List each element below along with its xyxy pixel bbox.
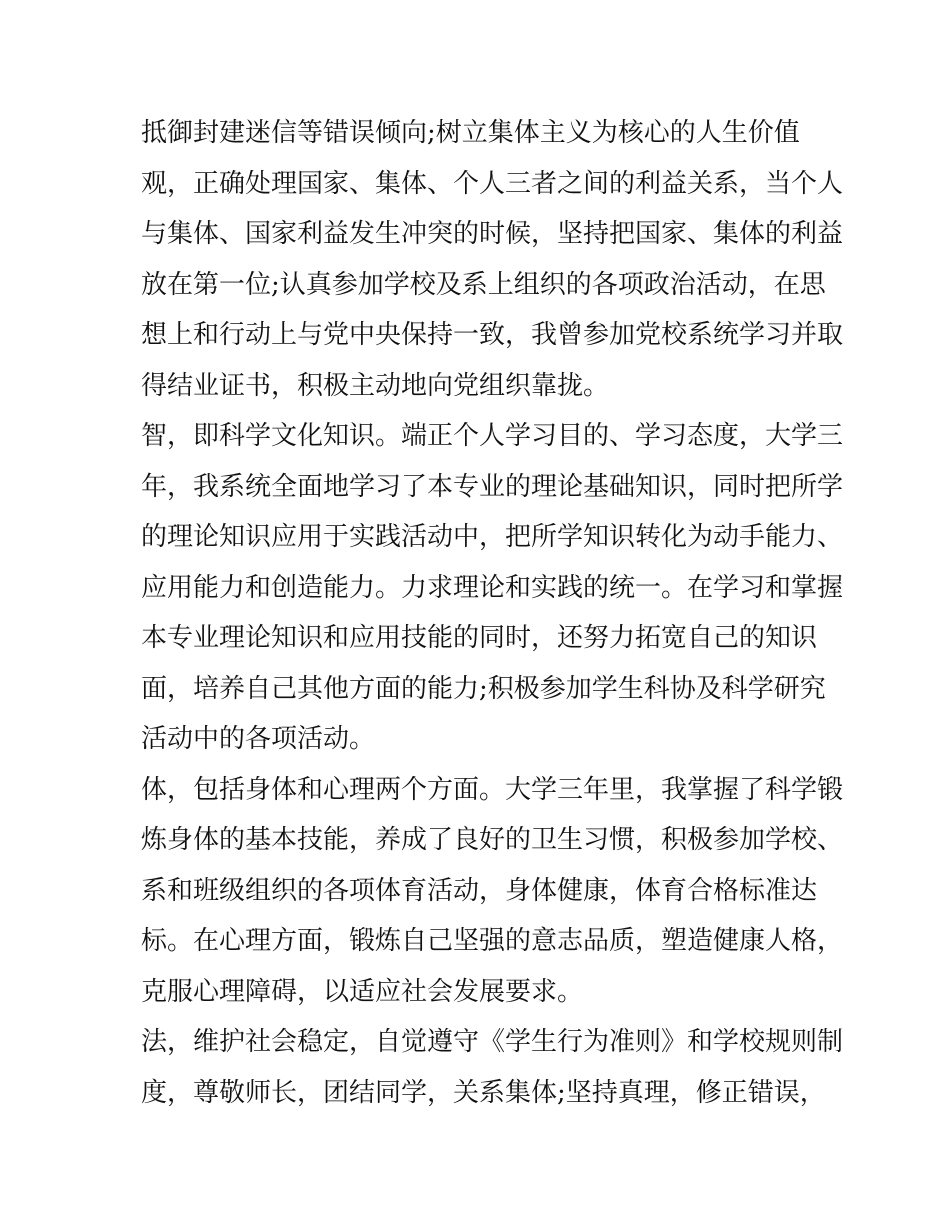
text-line: 抵御封建迷信等错误倾向;树立集体主义为核心的人生价值: [141, 118, 800, 148]
text-line: 年，我系统全面地学习了本专业的理论基础知识，同时把所学: [141, 471, 844, 502]
text-line: 观，正确处理国家、集体、个人三者之间的利益关系，当个人: [141, 168, 844, 199]
text-line: 克服心理障碍，以适应社会发展要求。: [141, 976, 584, 1007]
text-line: 放在第一位;认真参加学校及系上组织的各项政治活动，在思: [141, 269, 826, 300]
text-line: 系和班级组织的各项体育活动，身体健康，体育合格标准达: [141, 875, 818, 906]
text-line: 得结业证书，积极主动地向党组织靠拢。: [141, 370, 610, 401]
text-line: 法，维护社会稳定，自觉遵守《学生行为准则》和学校规则制: [141, 1027, 844, 1057]
text-line: 标。在心理方面，锻炼自己坚强的意志品质，塑造健康人格，: [141, 926, 844, 956]
text-line: 度，尊敬师长，团结同学，关系集体;坚持真理，修正错误，: [141, 1077, 826, 1108]
text-line: 炼身体的基本技能，养成了良好的卫生习惯，积极参加学校、: [141, 825, 844, 855]
text-line: 体，包括身体和心理两个方面。大学三年里，我掌握了科学锻: [141, 774, 844, 805]
text-line: 想上和行动上与党中央保持一致，我曾参加党校系统学习并取: [141, 320, 844, 350]
text-line: 与集体、国家利益发生冲突的时候，坚持把国家、集体的利益: [141, 219, 844, 249]
text-line: 本专业理论知识和应用技能的同时，还努力拓宽自己的知识: [141, 623, 818, 653]
text-line: 应用能力和创造能力。力求理论和实践的统一。在学习和掌握: [141, 572, 844, 603]
text-line: 活动中的各项活动。: [141, 724, 376, 754]
document-body-text: [141, 108, 844, 1118]
text-line: 的理论知识应用于实践活动中，把所学知识转化为动手能力、: [141, 522, 844, 552]
text-line: 智，即科学文化知识。端正个人学习目的、学习态度，大学三: [141, 421, 844, 451]
text-line: 面，培养自己其他方面的能力;积极参加学生科协及科学研究: [141, 673, 826, 704]
